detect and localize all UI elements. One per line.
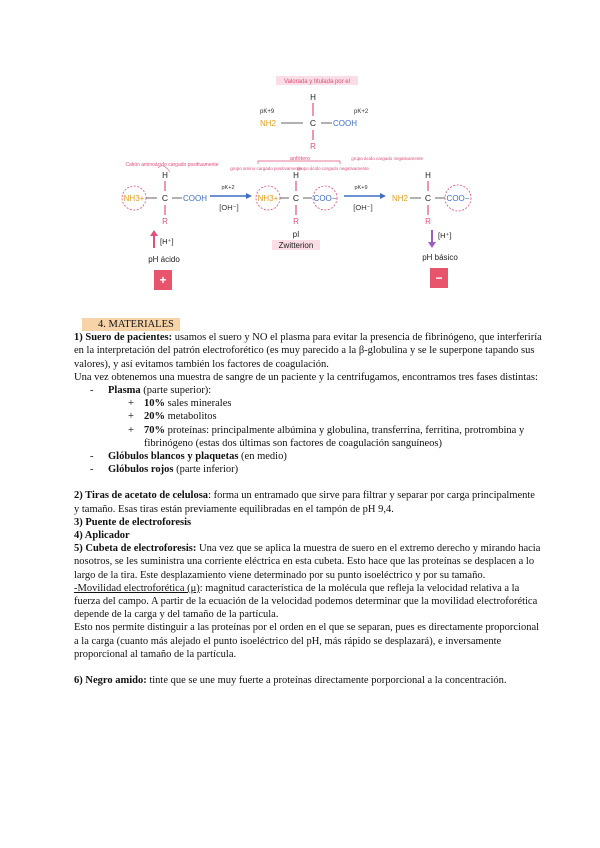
glob-text: (en medio) bbox=[238, 451, 287, 463]
list-dash: - bbox=[90, 451, 94, 463]
rojos-text: (parte inferior) bbox=[173, 464, 239, 476]
movilidad-text: : magnitud característica de la molécula que refleja la velocidad relativa a la fuerza del campo. A partir de la ecuación de la velocidad podemos determinar que la movilidad electroforética depende de la carga y del tamaño de la partícula. bbox=[74, 582, 538, 621]
paragraph-cubeta bbox=[74, 542, 542, 582]
minus-sign: − bbox=[435, 271, 443, 285]
center-c: C bbox=[292, 193, 300, 203]
plasma-label: Plasma bbox=[108, 385, 141, 397]
zwitterion-label: Zwitterion bbox=[278, 241, 314, 250]
puente-label: 3) Puente de electroforesis bbox=[74, 516, 192, 528]
left-c: C bbox=[161, 193, 169, 203]
top-pk2: pK+2 bbox=[354, 109, 369, 115]
sublist-item-sales bbox=[74, 397, 542, 410]
right-h: H bbox=[425, 171, 431, 180]
tiras-label: 2) Tiras de acetato de celulosa bbox=[74, 490, 209, 502]
top-pk9: pK+9 bbox=[260, 109, 275, 115]
note-left: Catión aminoácido cargado positivamente bbox=[125, 162, 219, 168]
top-c: C bbox=[309, 118, 317, 128]
top-h: H bbox=[310, 93, 316, 102]
paragraph-negro-amido bbox=[74, 674, 542, 687]
center-h: H bbox=[293, 171, 299, 180]
right-nh2: NH2 bbox=[392, 194, 409, 203]
section-title: 4. MATERIALES bbox=[82, 318, 180, 331]
note-center-top: anfótero bbox=[289, 156, 311, 162]
diagram-right-part bbox=[380, 150, 490, 295]
sublist-item-metabolitos bbox=[74, 410, 542, 423]
note-center-left: grupo amino cargado positivamente bbox=[230, 166, 302, 171]
suero-label: 1) Suero de pacientes: bbox=[74, 332, 173, 344]
top-r: R bbox=[310, 142, 316, 151]
document-body bbox=[74, 318, 542, 687]
note-center-right: grupo ácido cargado negativamente bbox=[297, 166, 369, 171]
sub1-percent: 10% bbox=[144, 398, 165, 410]
left-h: H bbox=[162, 171, 168, 180]
center-coo: COO− bbox=[313, 194, 337, 203]
plasma-text: (parte superior): bbox=[140, 385, 212, 397]
list-item-globulos-rojos bbox=[74, 463, 542, 476]
negro-amido-text: tinte que se une muy fuerte a proteínas directamente porporcional a la concentración. bbox=[146, 675, 507, 687]
center-r: R bbox=[293, 217, 299, 226]
rojos-label: Glóbulos rojos bbox=[108, 464, 174, 476]
arrow2-oh: [OH⁻] bbox=[353, 203, 373, 212]
list-dash: - bbox=[90, 385, 94, 397]
phases-list bbox=[74, 384, 542, 476]
right-c: C bbox=[424, 193, 432, 203]
right-coo: COO− bbox=[446, 194, 470, 203]
paragraph-aplicador bbox=[74, 529, 542, 542]
list-plus: + bbox=[128, 424, 134, 436]
list-item-plasma bbox=[74, 384, 542, 397]
list-plus: + bbox=[128, 411, 134, 423]
top-note: Valorada y titulada por el bbox=[284, 79, 350, 85]
movilidad-label: -Movilidad electroforética (μ) bbox=[74, 582, 200, 594]
ph-acid-label: pH ácido bbox=[148, 255, 180, 264]
list-item-globulos-blancos bbox=[74, 450, 542, 463]
negro-amido-label: 6) Negro amido: bbox=[74, 675, 147, 687]
arrow1-oh: [OH⁻] bbox=[219, 203, 239, 212]
sub3-percent: 70% bbox=[144, 424, 165, 436]
paragraph-movilidad bbox=[74, 582, 542, 622]
left-cooh: COOH bbox=[183, 194, 207, 203]
top-cooh: COOH bbox=[333, 119, 357, 128]
h-plus-left: [H⁺] bbox=[160, 237, 174, 246]
section-heading bbox=[74, 318, 542, 331]
cubeta-label: 5) Cubeta de electroforesis: bbox=[74, 543, 197, 555]
center-nh3: NH3+ bbox=[257, 194, 279, 203]
cubeta-text: Una vez que se aplica la muestra de suero en el extremo derecho y mirando hacia nosotros, se les suministra una corriente eléctrica en esta cubeta. Esto hace que las proteínas se desplacen a lo largo de la tira. Este desplazamiento viene determinado por su punto isoeléctrico y por su tamaño. bbox=[74, 543, 541, 581]
paragraph-centrifuge: Una vez obtenemos una muestra de sangre de un paciente y la centrifugamos, encontramos tres fases distintas: bbox=[74, 371, 538, 383]
paragraph-puente bbox=[74, 516, 542, 529]
sub2-percent: 20% bbox=[144, 411, 165, 423]
center-pi: pI bbox=[292, 230, 300, 239]
paragraph-tiras bbox=[74, 489, 542, 515]
note-right: grupo ácido cargado negativamente bbox=[351, 156, 423, 161]
ph-basic-label: pH básico bbox=[422, 253, 458, 262]
arrow1-pk: pK+2 bbox=[221, 185, 235, 191]
sub2-text: metabolitos bbox=[165, 411, 217, 423]
plus-sign: + bbox=[159, 273, 167, 287]
sub1-text: sales minerales bbox=[165, 398, 232, 410]
top-nh2: NH2 bbox=[260, 119, 277, 128]
paragraph-suero bbox=[74, 331, 542, 371]
paragraph-orden: Esto nos permite distinguir a las proteínas por el orden en el que se separan, pues es directamente proporcional a la carga (cuanto más alejado el punto isoeléctrico del pH, más rápido se desplazará), e inversamente proporcional al tamaño de la partícula. bbox=[74, 622, 540, 660]
left-r: R bbox=[162, 217, 168, 226]
glob-label: Glóbulos blancos y plaquetas bbox=[108, 451, 239, 463]
tiras-text: : forma un entramado que sirve para filtrar y separar por carga principalmente y tamaño. Esas tiras están previamente equilibradas en el tampón de pH 9,4. bbox=[74, 490, 535, 515]
h-plus-right: [H⁺] bbox=[438, 231, 452, 240]
aplicador-label: 4) Aplicador bbox=[74, 530, 130, 542]
left-nh3: NH3+ bbox=[123, 194, 145, 203]
sub3-text: proteínas: principalmente albúmina y globulina, transferrina, ferritina, protrombina y fibrinógeno (estas dos últimas son factores de coagulación sanguíneos) bbox=[144, 424, 525, 449]
list-dash: - bbox=[90, 464, 94, 476]
sublist-item-proteinas bbox=[74, 424, 542, 450]
suero-text: usamos el suero y NO el plasma para evitar la presencia de fibrinógeno, que interferiría en la interpretación del patrón electroforético (es muy parecido a la β-globulina y se le superpone tapando sus valores), y así evitamos también los factores de coagulación. bbox=[74, 332, 542, 370]
arrow2-pk: pK+9 bbox=[354, 185, 368, 191]
right-r: R bbox=[425, 217, 431, 226]
list-plus: + bbox=[128, 398, 134, 410]
